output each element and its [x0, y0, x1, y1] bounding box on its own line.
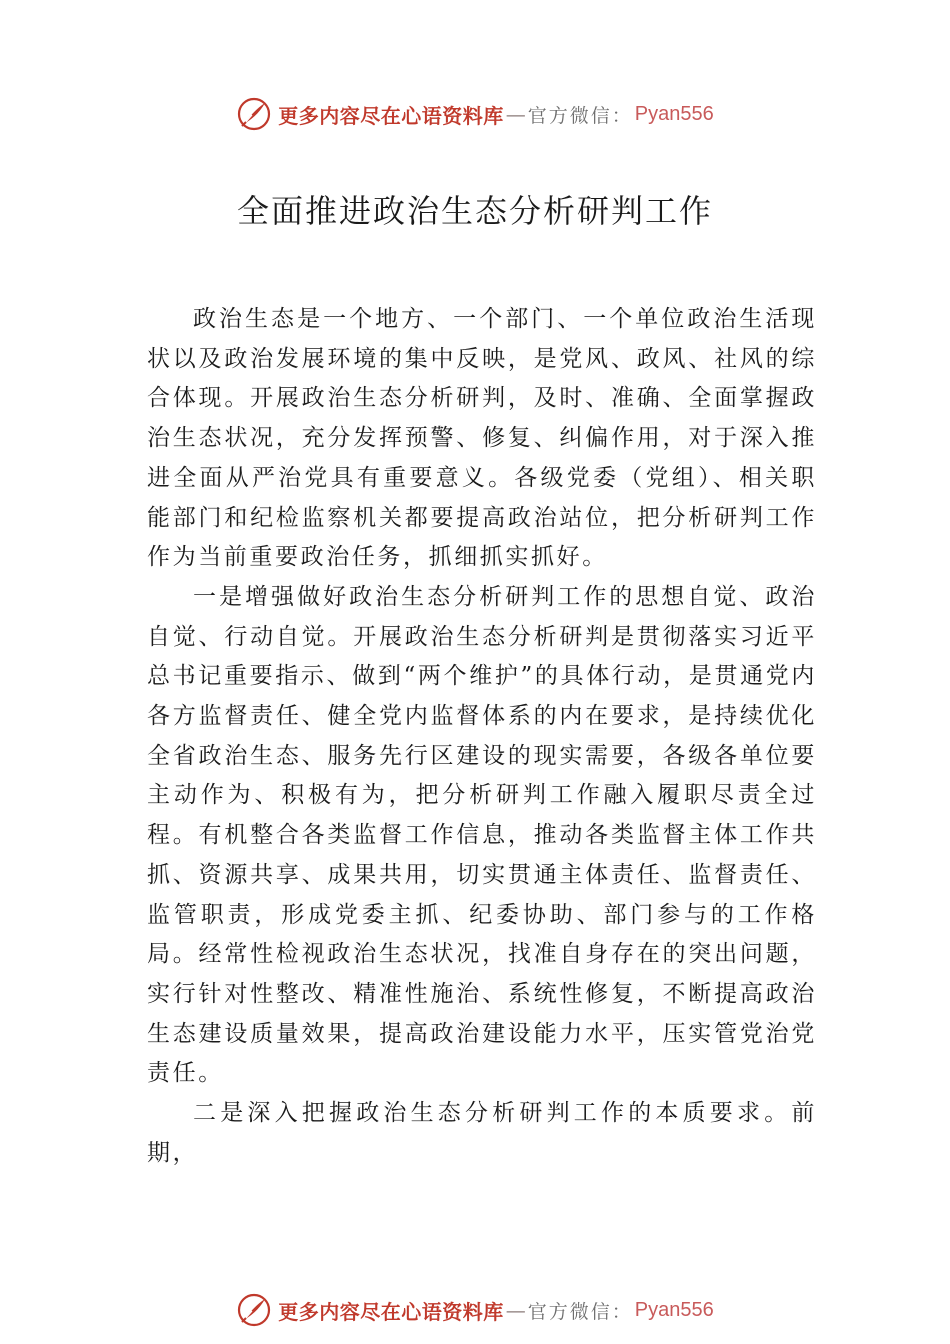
banner-wechat-id: Pyan556 — [634, 1298, 714, 1321]
banner-separator: — — [505, 1298, 526, 1322]
header-banner — [0, 94, 950, 134]
banner-wechat-id: Pyan556 — [634, 102, 714, 125]
document-body — [147, 300, 817, 1173]
paragraph: 政治生态是一个地方、一个部门、一个单位政治生活现状以及政治发展环境的集中反映，是党风、政风、社风的综合体现。开展政治生态分析研判，及时、准确、全面掌握政治生态状况，充分发挥预警、修复、纠偏作用，对于深入推进全面从严治党具有重要意义。各级党委（党组）、相关职能部门和纪检监察机关都要提高政治站位，把分析研判工作作为当前重要政治任务，抓细抓实抓好。 — [147, 306, 817, 571]
feather-pen-circle-icon — [236, 1292, 272, 1328]
banner-wechat-label: 官方微信 — [527, 1300, 612, 1323]
banner-main-text: 更多内容尽在心语资料库 — [278, 1299, 504, 1324]
paragraph: 二是深入把握政治生态分析研判工作的本质要求。前期， — [147, 1100, 817, 1166]
document-title: 全面推进政治生态分析研判工作 — [236, 192, 713, 230]
banner-wechat-label: 官方微信 — [527, 104, 612, 127]
banner-main-text: 更多内容尽在心语资料库 — [278, 103, 504, 128]
footer-banner — [0, 1290, 950, 1330]
feather-pen-circle-icon — [236, 96, 272, 132]
banner-separator: — — [505, 102, 526, 126]
banner-colon: ： — [611, 104, 631, 127]
paragraph: 一是增强做好政治生态分析研判工作的思想自觉、政治自觉、行动自觉。开展政治生态分析研判是贯彻落实习近平总书记重要指示、做到“两个维护”的具体行动，是贯通党内各方监督责任、健全党内监督体系的内在要求，是持续优化全省政治生态、服务先行区建设的现实需要，各级各单位要主动作为、积极有为，把分析研判工作融入履职尽责全过程。有机整合各类监督工作信息，推动各类监督主体工作共抓、资源共享、成果共用，切实贯通主体责任、监督责任、 监管职责，形成党委主抓、纪委协助、部门参与的工作格局。经常性检视政治生态状况，找准自身存在的突出问题，实行针对性整改、精准性施治、系统性修复，不断提高政治生态建设质量效果，提高政治建设能力水平，压实管党治党责任。 — [147, 583, 817, 1087]
banner-colon: ： — [611, 1300, 631, 1323]
